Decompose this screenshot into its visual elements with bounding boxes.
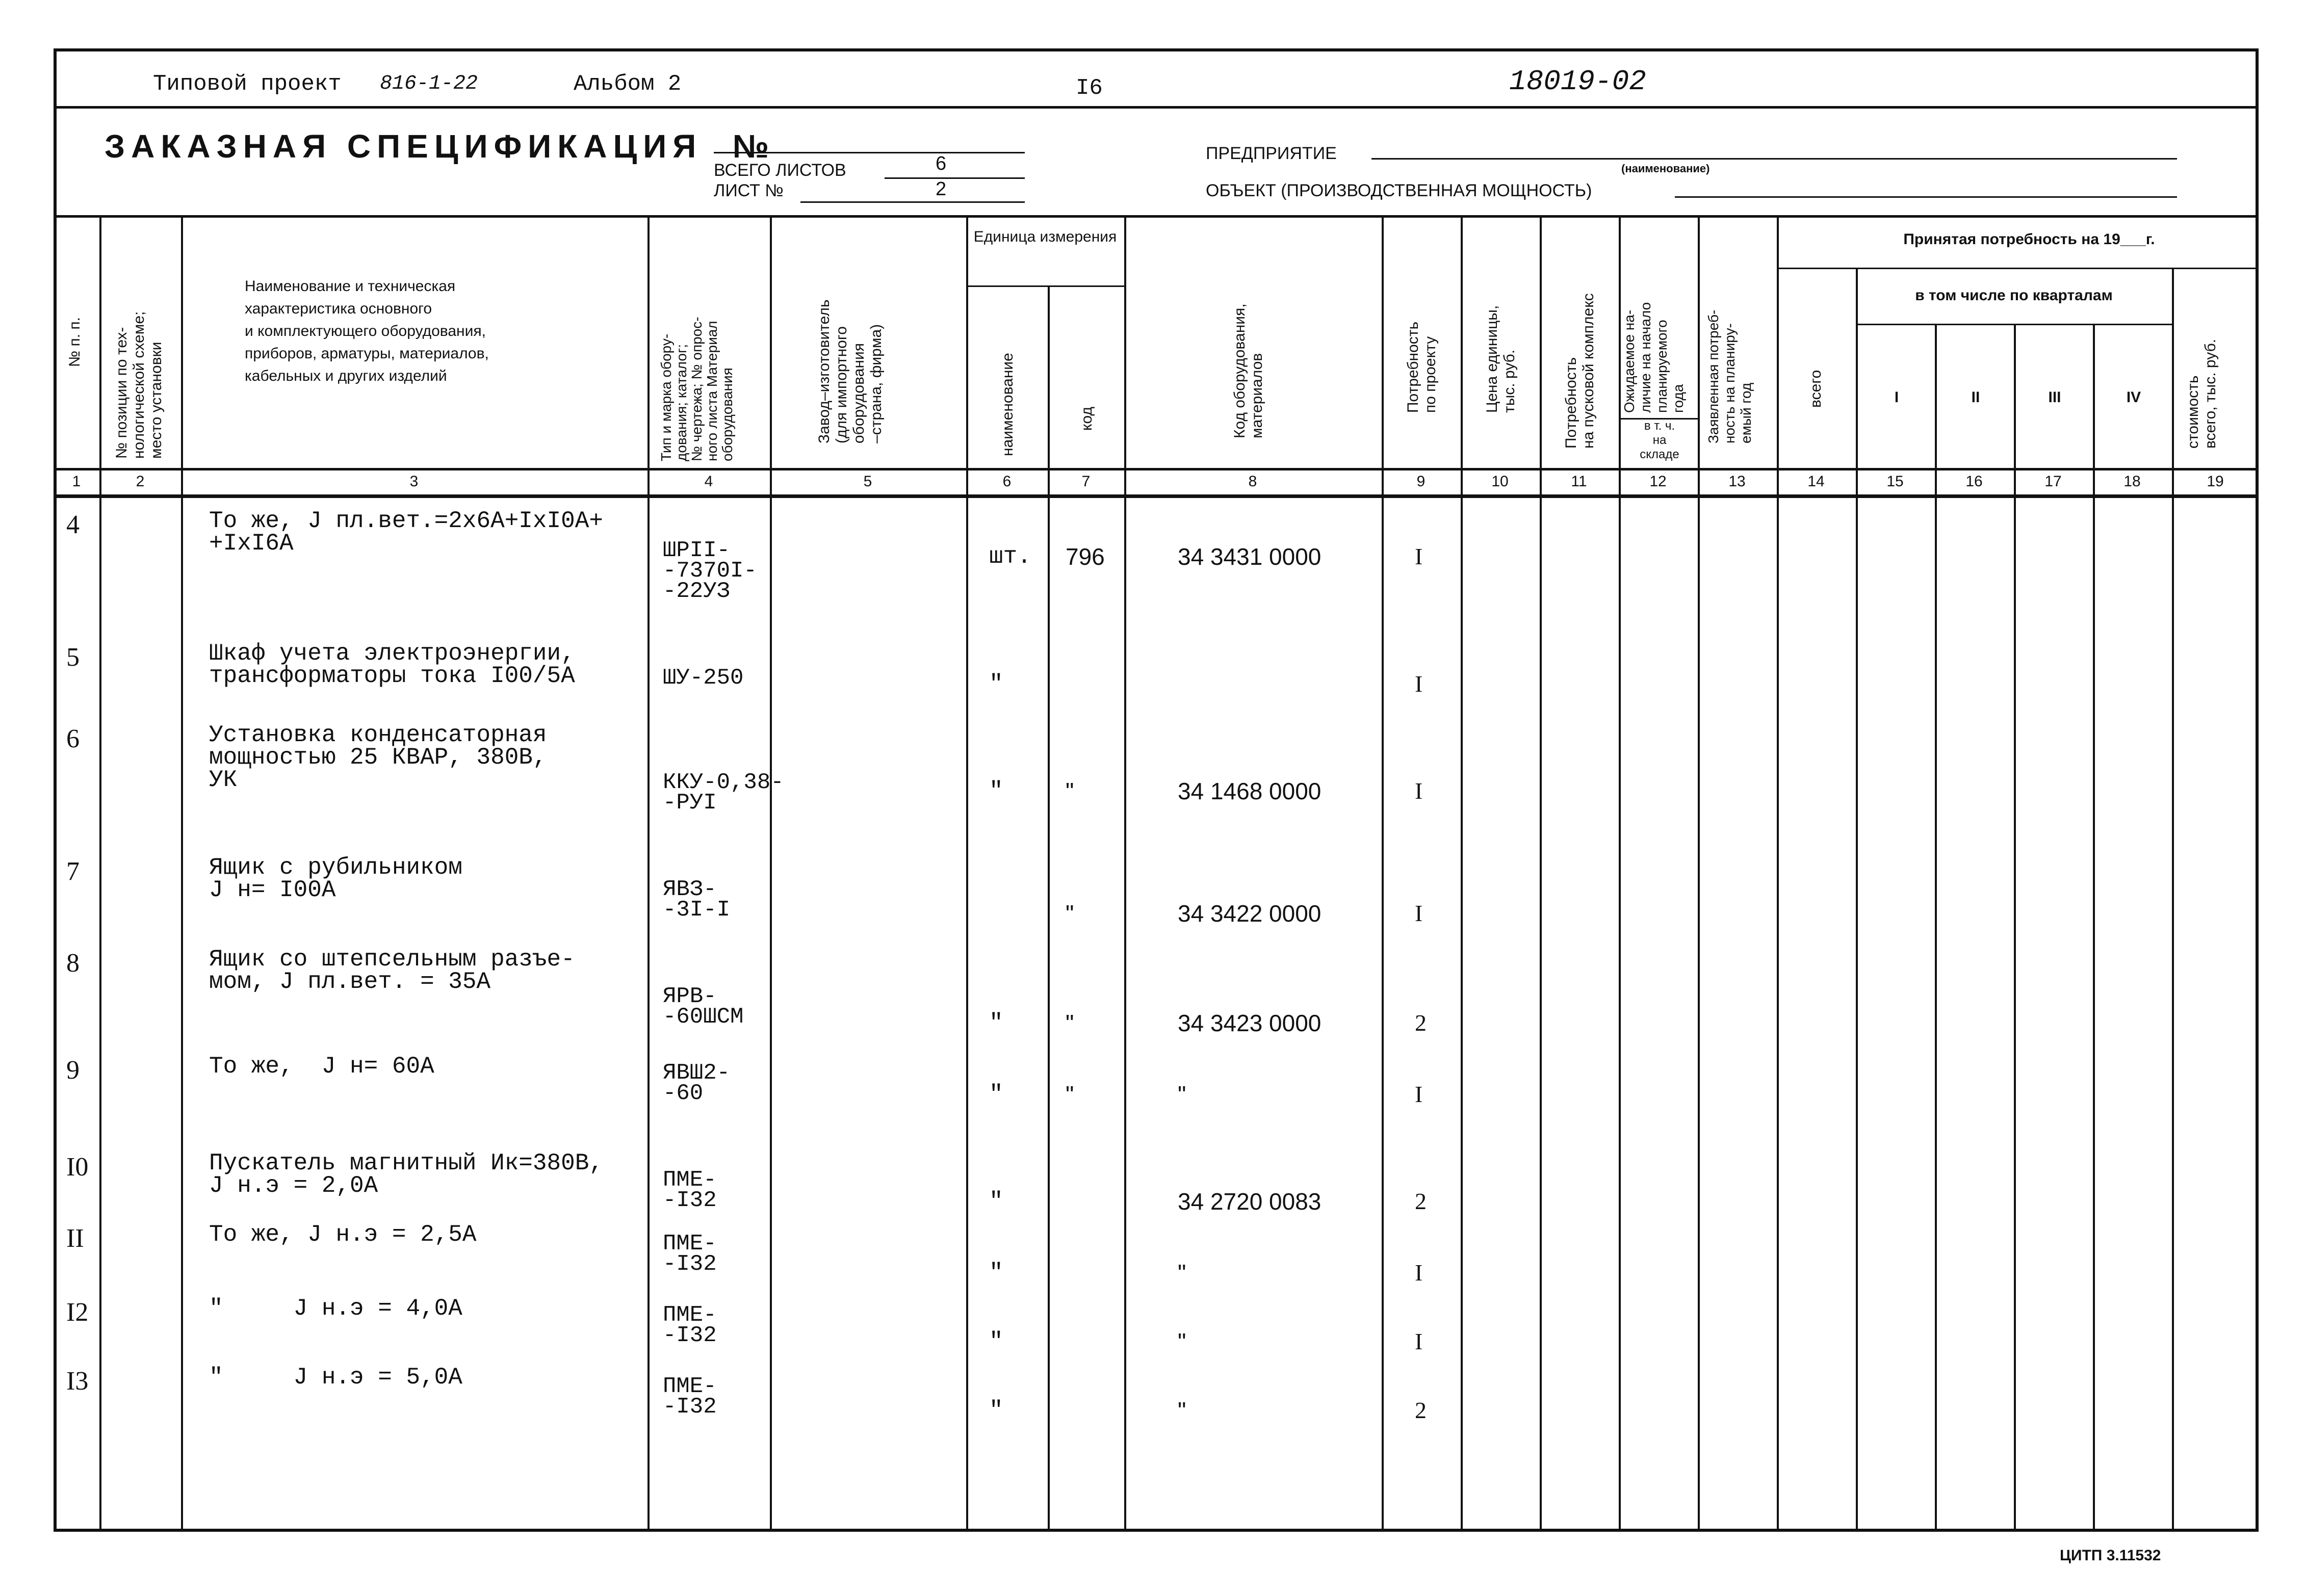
col-line-11 (1619, 215, 1621, 1532)
column-number: 9 (1416, 473, 1426, 490)
equipment-code: " (1178, 1328, 1186, 1355)
unit-name: шт. (989, 543, 1031, 570)
project-quantity: I (1415, 900, 1423, 926)
album-label: Альбом 2 (574, 71, 682, 97)
unit-name: " (989, 1328, 1003, 1355)
col-line-1 (99, 215, 101, 1532)
column-number: 12 (1649, 473, 1667, 490)
project-code: 816-1-22 (380, 72, 478, 95)
equipment-code: 34 3431 0000 (1178, 543, 1322, 570)
project-quantity: 2 (1415, 1188, 1427, 1214)
col7-header: код (1078, 407, 1095, 431)
row-number: 8 (66, 949, 80, 978)
item-type: ШУ-250 (663, 665, 744, 691)
equipment-code: " (1178, 1397, 1186, 1424)
column-number: 2 (136, 473, 145, 490)
row-number: 9 (66, 1056, 80, 1085)
col-line-13 (1777, 215, 1779, 1532)
item-name: Ящик со штепсельным разъе- мом, Ј пл.вет. = 35А (209, 946, 575, 995)
title-divider (54, 215, 2259, 218)
col-line-6 (1048, 285, 1050, 1532)
row-number: 6 (66, 724, 80, 753)
col-line-12 (1698, 215, 1700, 1532)
col-line-4 (770, 215, 772, 1532)
col12-subheader: в т. ч. на складе (1640, 419, 1679, 461)
row-number: I0 (66, 1153, 89, 1182)
column-number: 14 (1807, 473, 1825, 490)
item-type: ПМЕ- -I32 (663, 1374, 717, 1420)
row-number: I3 (66, 1367, 89, 1396)
equipment-code: 34 3422 0000 (1178, 900, 1322, 927)
column-number: 10 (1491, 473, 1509, 490)
item-type: ШРII- -7370I- -22УЗ (663, 538, 757, 604)
equipment-code: " (1178, 1260, 1186, 1286)
row-number: 5 (66, 643, 80, 672)
item-type: ПМЕ- -I32 (663, 1231, 717, 1277)
enterprise-label: ПРЕДПРИЯТИЕ (1206, 144, 1337, 163)
item-type: ПМЕ- -I32 (663, 1167, 717, 1213)
page-number: I6 (1076, 75, 1103, 101)
row-number: 4 (66, 510, 80, 539)
col-line-7 (1124, 215, 1126, 1532)
quarters-group-header: в том числе по кварталам (1915, 287, 2113, 304)
quarters-group-line (1856, 324, 2172, 325)
project-quantity: I (1415, 778, 1423, 804)
column-number: 15 (1886, 473, 1904, 490)
item-name: Установка конденсаторная мощностью 25 КВАР, 380В, УК (209, 722, 547, 793)
object-label: ОБЪЕКТ (ПРОИЗВОДСТВЕННАЯ МОЩНОСТЬ) (1206, 181, 1592, 200)
spec-number-line (714, 152, 1025, 153)
item-type: ПМЕ- -I32 (663, 1302, 717, 1348)
item-type: ЯВЗ- -3I-I (663, 877, 731, 923)
q2-header: II (1971, 389, 1980, 406)
col6-header: наименование (999, 353, 1016, 456)
col-line-15 (1935, 324, 1937, 1532)
page-title: ЗАКАЗНАЯ СПЕЦИФИКАЦИЯ № (105, 128, 775, 165)
column-number-line (54, 494, 2259, 498)
column-number: 13 (1728, 473, 1746, 490)
item-name: Шкаф учета электроэнергии, трансформаторы тока I00/5А (209, 640, 575, 689)
item-name: То же, Ј н= 60А (209, 1053, 434, 1080)
item-name: Ящик с рубильником Ј н= I00А (209, 854, 462, 903)
col-line-16 (2014, 324, 2016, 1532)
unit-name: " (989, 1397, 1003, 1424)
project-label: Типовой проект (153, 71, 342, 97)
unit-name: " (989, 778, 1003, 804)
sheet-number-line (800, 201, 1025, 203)
col-line-14 (1856, 268, 1858, 1532)
column-number: 7 (1081, 473, 1091, 490)
project-quantity: I (1415, 1328, 1423, 1354)
col-line-5 (966, 215, 968, 1532)
column-number: 11 (1571, 473, 1587, 490)
q3-header: III (2048, 389, 2061, 406)
q1-header: I (1894, 389, 1899, 406)
unit-name: " (989, 1260, 1003, 1286)
col19-header: стоимость всего, тыс. руб. (2185, 338, 2219, 449)
column-number: 6 (1002, 473, 1012, 490)
col11-header: Потребность на пусковой комплекс (1563, 293, 1597, 449)
column-number: 1 (72, 473, 81, 490)
enterprise-line (1371, 158, 2177, 160)
column-number: 5 (863, 473, 872, 490)
header-divider (54, 106, 2259, 109)
row-number: II (66, 1224, 84, 1253)
equipment-code: 34 1468 0000 (1178, 778, 1322, 804)
sheet-number-value: 2 (936, 178, 947, 200)
unit-code: " (1066, 1010, 1074, 1036)
col2-header: № позиции по тех- нологической схеме; место установки (113, 311, 165, 459)
unit-code: " (1066, 778, 1074, 804)
col14-header: всего (1807, 370, 1824, 408)
item-name: То же, Ј н.э = 2,5А (209, 1221, 477, 1248)
unit-name: " (989, 1010, 1003, 1036)
col-line-8 (1382, 215, 1384, 1532)
accepted-group-line (1777, 268, 2259, 269)
equipment-code: 34 2720 0083 (1178, 1188, 1322, 1215)
accepted-group-header: Принятая потребность на 19___г. (1903, 231, 2155, 248)
total-sheets-value: 6 (936, 153, 947, 174)
column-number: 19 (2207, 473, 2224, 490)
item-type: ККУ-0,38- -РУI (663, 770, 784, 816)
col4-header: Тип и марка обору- дования; каталог; № чертежа; № опрос- ного листа Материал оборудования (658, 317, 735, 461)
col8-header: Код оборудования, материалов (1231, 303, 1265, 438)
column-number: 3 (409, 473, 419, 490)
item-name: " Ј н.э = 4,0А (209, 1295, 462, 1322)
col-line-18 (2172, 268, 2174, 1532)
column-number: 4 (704, 473, 713, 490)
unit-code: 796 (1066, 543, 1105, 570)
total-sheets-line (885, 177, 1025, 179)
col10-header: Цена единицы, тыс. руб. (1484, 305, 1518, 413)
q4-header: IV (2126, 389, 2141, 406)
col-line-9 (1461, 215, 1463, 1532)
col12-header: Ожидаемое на- личие на начало планируемого года (1621, 302, 1686, 413)
project-quantity: 2 (1415, 1397, 1427, 1423)
document-number: 18019-02 (1509, 65, 1646, 98)
project-quantity: I (1415, 1081, 1423, 1107)
unit-group-header: Единица измерения (973, 228, 1117, 245)
name-hint: (наименование) (1621, 162, 1710, 175)
item-name: То же, Ј пл.вет.=2х6А+IхI0А+ +IхI6А (209, 508, 603, 557)
column-number: 16 (1965, 473, 1983, 490)
col-line-10 (1540, 215, 1542, 1532)
equipment-code: 34 3423 0000 (1178, 1010, 1322, 1036)
unit-code: " (1066, 900, 1074, 927)
unit-name: " (989, 1188, 1003, 1215)
item-name: Пускатель магнитный Ик=380В, Ј н.э = 2,0А (209, 1150, 603, 1199)
col-line-17 (2093, 324, 2095, 1532)
col1-header: № п. п. (66, 317, 83, 367)
item-type: ЯРВ- -60ШСМ (663, 984, 744, 1030)
unit-code: " (1066, 1081, 1074, 1108)
project-quantity: I (1415, 671, 1423, 697)
project-quantity: I (1415, 1260, 1423, 1286)
col9-header: Потребность по проекту (1405, 321, 1439, 413)
project-quantity: I (1415, 543, 1423, 569)
object-line (1675, 196, 2177, 198)
row-number: 7 (66, 857, 80, 886)
header-bottom-line (54, 468, 2259, 470)
col-line-3 (647, 215, 650, 1532)
sheet-number-label: ЛИСТ № (714, 181, 784, 200)
col-line-2 (181, 215, 183, 1532)
unit-name: " (989, 671, 1003, 697)
unit-name: " (989, 1081, 1003, 1108)
col5-header: Завод–изготовитель (для импортного оборудования –страна, фирма) (816, 299, 885, 443)
total-sheets-label: ВСЕГО ЛИСТОВ (714, 161, 846, 180)
col3-header: Наименование и техническая характеристика основного и комплектующего оборудования, приборов, арматуры, материалов, кабельных и других изделий (245, 278, 489, 384)
project-quantity: 2 (1415, 1010, 1427, 1036)
column-number: 17 (2044, 473, 2062, 490)
column-number: 8 (1248, 473, 1257, 490)
column-number: 18 (2123, 473, 2141, 490)
item-type: ЯВШ2- -60 (663, 1060, 731, 1106)
unit-group-line (966, 285, 1124, 287)
item-name: " Ј н.э = 5,0А (209, 1364, 462, 1391)
col13-header: Заявленная потреб- ность на планиру- емый год (1705, 309, 1754, 443)
footer-stamp: ЦИТП 3.11532 (2060, 1547, 2161, 1564)
row-number: I2 (66, 1298, 89, 1327)
equipment-code: " (1178, 1081, 1186, 1108)
